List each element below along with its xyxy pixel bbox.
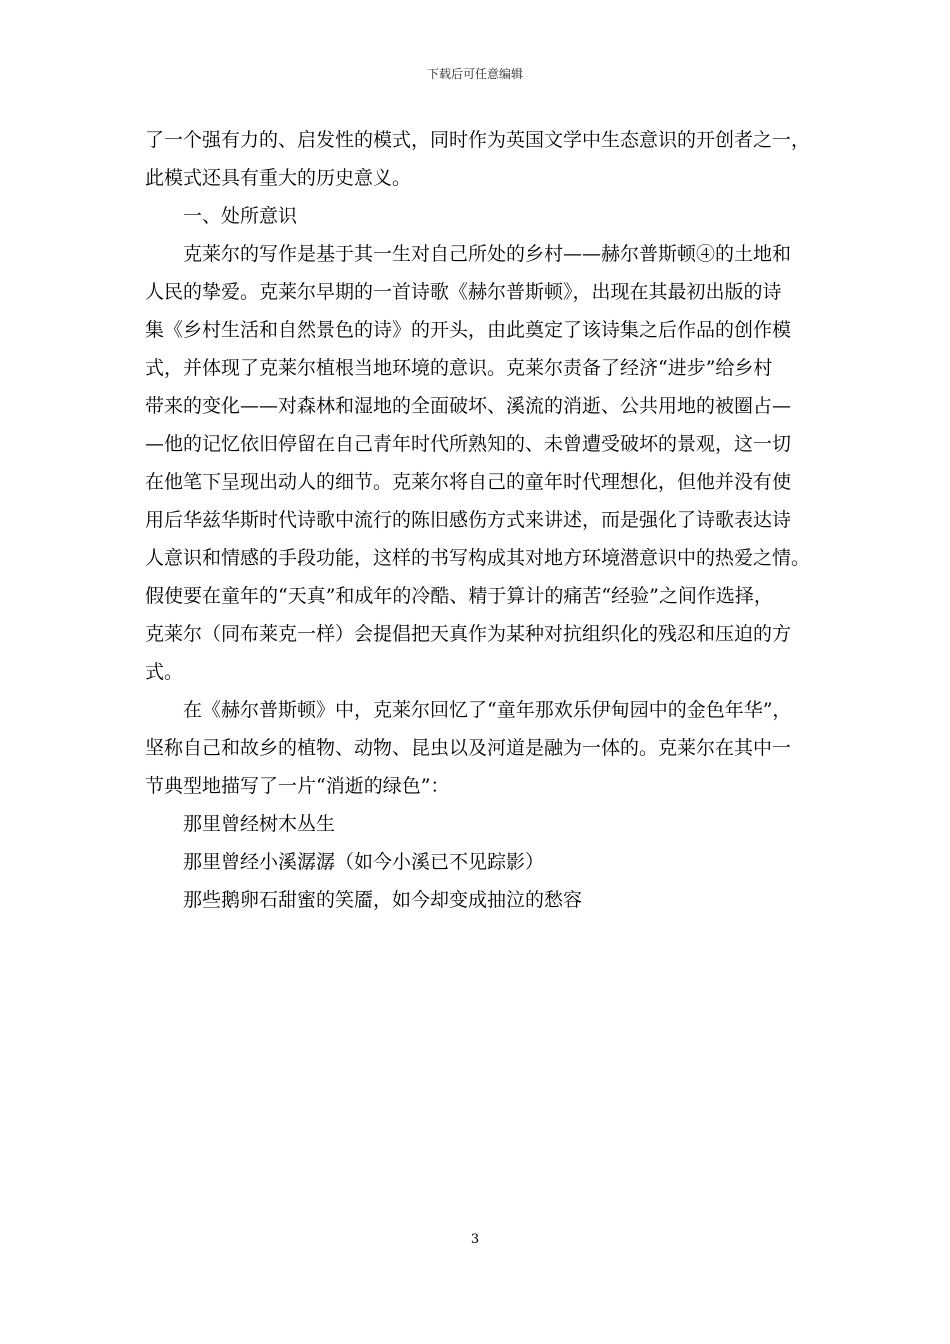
paragraph-start: 在《赫尔普斯顿》中，克莱尔回忆了“童年那欢乐伊甸园中的金色年华”， bbox=[183, 699, 792, 721]
text-line: 在他笔下呈现出动人的细节。克莱尔将自己的童年时代理想化，但他并没有使 bbox=[145, 471, 792, 493]
paragraph-start: 克莱尔的写作是基于其一生对自己所处的乡村——赫尔普斯顿④的土地和 bbox=[183, 243, 792, 265]
text-line: 式，并体现了克莱尔植根当地环境的意识。克莱尔责备了经济“进步”给乡村 bbox=[145, 357, 773, 379]
text-line: 人民的挚爱。克莱尔早期的一首诗歌《赫尔普斯顿》，出现在其最初出版的诗 bbox=[145, 281, 782, 303]
text-line: 坚称自己和故乡的植物、动物、昆虫以及河道是融为一体的。克莱尔在其中一 bbox=[145, 737, 792, 759]
text-line: 集《乡村生活和自然景色的诗》的开头，由此奠定了该诗集之后作品的创作模 bbox=[145, 319, 792, 341]
text-line: 用后华兹华斯时代诗歌中流行的陈旧感伤方式来讲述，而是强化了诗歌表达诗 bbox=[145, 509, 792, 531]
page-header: 下载后可任意编辑 bbox=[426, 67, 523, 81]
text-line: 克莱尔（同布莱克一样）会提倡把天真作为某种对抗组织化的残忍和压迫的方 bbox=[145, 623, 792, 645]
text-line: 此模式还具有重大的历史意义。 bbox=[145, 167, 412, 189]
poem-line: 那里曾经树木丛生 bbox=[183, 813, 336, 835]
text-line: 人意识和情感的手段功能，这样的书写构成其对地方环境潜意识中的热爱之情。 bbox=[145, 547, 811, 569]
text-line: 式。 bbox=[145, 661, 184, 683]
section-heading: 一、处所意识 bbox=[183, 205, 298, 227]
document-body bbox=[145, 121, 813, 919]
poem-line: 那些鹅卵石甜蜜的笑靥，如今却变成抽泣的愁容 bbox=[183, 889, 583, 911]
text-line: 带来的变化——对森林和湿地的全面破坏、溪流的消逝、公共用地的被圈占— bbox=[145, 395, 792, 417]
poem-line: 那里曾经小溪潺潺（如今小溪已不见踪影） bbox=[183, 851, 545, 873]
text-line: 节典型地描写了一片“消逝的绿色”： bbox=[145, 775, 450, 797]
text-line: 了一个强有力的、启发性的模式，同时作为英国文学中生态意识的开创者之一， bbox=[145, 129, 811, 151]
text-line: —他的记忆依旧停留在自己青年时代所熟知的、未曾遭受破坏的景观，这一切 bbox=[145, 433, 792, 455]
text-line: 假使要在童年的“天真”和成年的冷酷、精于算计的痛苦“经验”之间作选择， bbox=[145, 585, 773, 607]
page-number: 3 bbox=[470, 1232, 480, 1247]
